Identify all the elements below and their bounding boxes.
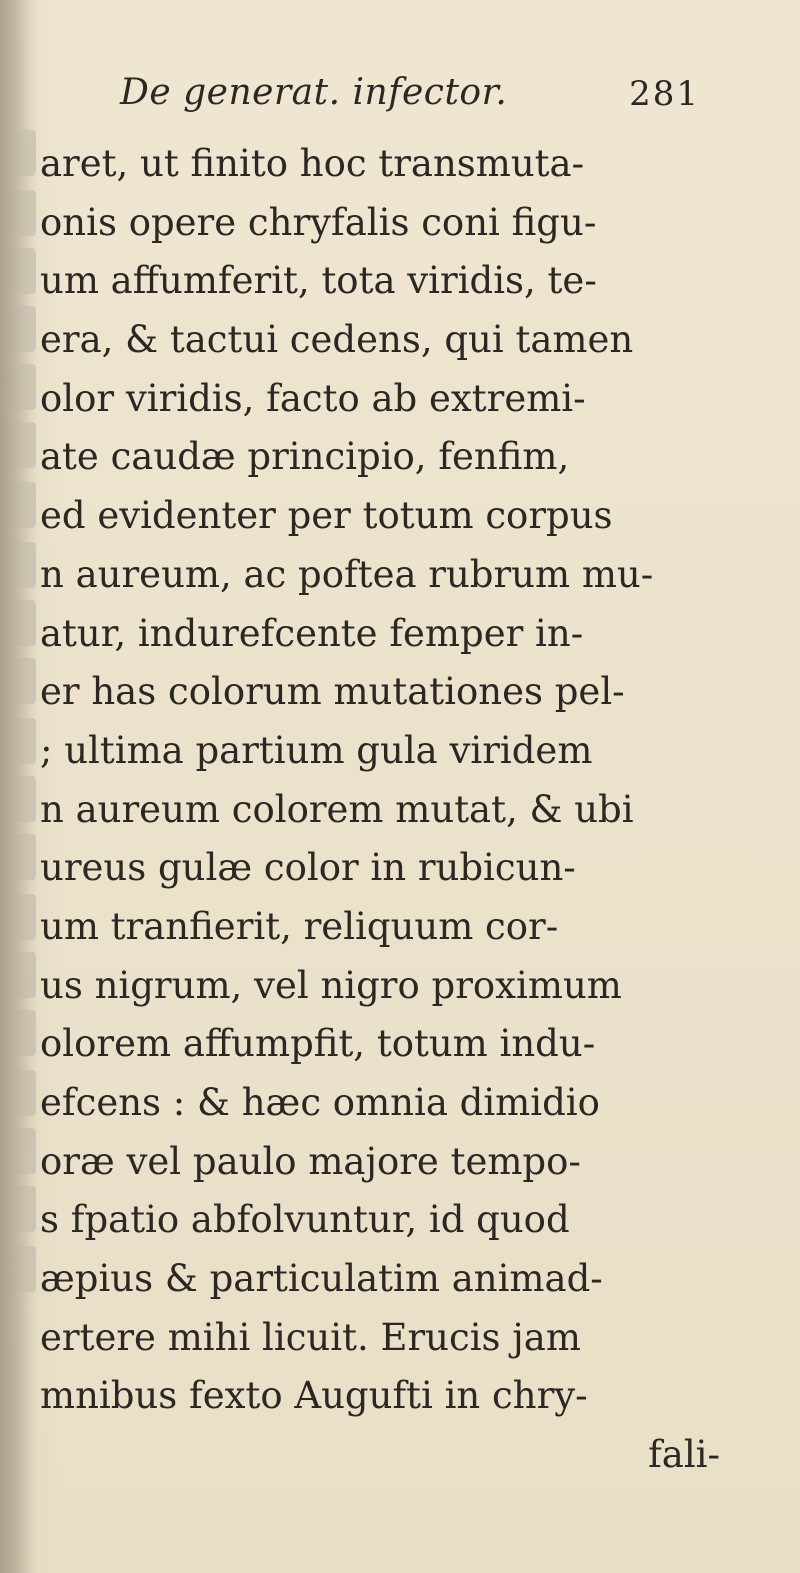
text-line: um tranfierit, reliquum cor- — [40, 904, 559, 948]
gutter-fragment — [8, 130, 36, 176]
text-line: mnibus fexto Augufti in chry- — [40, 1374, 588, 1418]
gutter-fragment — [8, 658, 36, 704]
gutter-fragment — [8, 364, 36, 410]
text-line: us nigrum, vel nigro proximum — [40, 963, 622, 1007]
running-title: De generat. infector. — [120, 72, 508, 113]
gutter-fragment — [8, 482, 36, 528]
gutter-fragments — [0, 130, 40, 1430]
gutter-fragment — [8, 306, 36, 352]
gutter-fragment — [8, 1246, 36, 1292]
text-line: olorem affumpfit, totum indu- — [40, 1022, 596, 1066]
text-line: efcens : & hæc omnia dimidio — [40, 1081, 600, 1124]
text-line: olor viridis, facto ab extremi- — [40, 376, 586, 420]
text-line: era, & tactui cedens, qui tamen — [40, 318, 634, 362]
body-text — [40, 135, 720, 1485]
text-line: s fpatio abfolvuntur, id quod — [40, 1198, 570, 1242]
gutter-fragment — [8, 542, 36, 588]
text-line: ed evidenter per totum corpus — [40, 494, 613, 538]
gutter-fragment — [8, 1186, 36, 1232]
text-line: atur, indurefcente femper in- — [40, 611, 584, 655]
text-line: ertere mihi licuit. Erucis jam — [40, 1315, 581, 1359]
gutter-fragment — [8, 776, 36, 822]
gutter-fragment — [8, 1010, 36, 1056]
text-line: æpius & particulatim animad- — [40, 1257, 603, 1301]
gutter-fragment — [8, 248, 36, 294]
text-line: n aureum colorem mutat, & ubi — [40, 787, 634, 831]
gutter-fragment — [8, 894, 36, 940]
gutter-fragment — [8, 952, 36, 998]
gutter-fragment — [8, 834, 36, 880]
text-line: er has colorum mutationes pel- — [40, 670, 625, 714]
gutter-fragment — [8, 600, 36, 646]
gutter-fragment — [8, 1070, 36, 1116]
text-line: oræ vel paulo majore tempo- — [40, 1139, 581, 1183]
text-line: ate caudæ principio, fenfim, — [40, 435, 570, 479]
text-line: n aureum, ac poftea rubrum mu- — [40, 552, 654, 596]
gutter-fragment — [8, 422, 36, 468]
gutter-fragment — [8, 190, 36, 236]
text-line: ureus gulæ color in rubicun- — [40, 846, 576, 890]
text-line: um affumferit, tota viridis, te- — [40, 259, 597, 303]
page-number: 281 — [629, 74, 700, 114]
text-line: aret, ut finito hoc transmuta- — [40, 142, 585, 185]
text-line: onis opere chryfalis coni figu- — [40, 200, 597, 244]
catchword: fali- — [648, 1433, 720, 1477]
gutter-fragment — [8, 1128, 36, 1174]
text-line: ; ultima partium gula viridem — [40, 728, 593, 772]
gutter-fragment — [8, 718, 36, 764]
page-header — [120, 72, 700, 122]
